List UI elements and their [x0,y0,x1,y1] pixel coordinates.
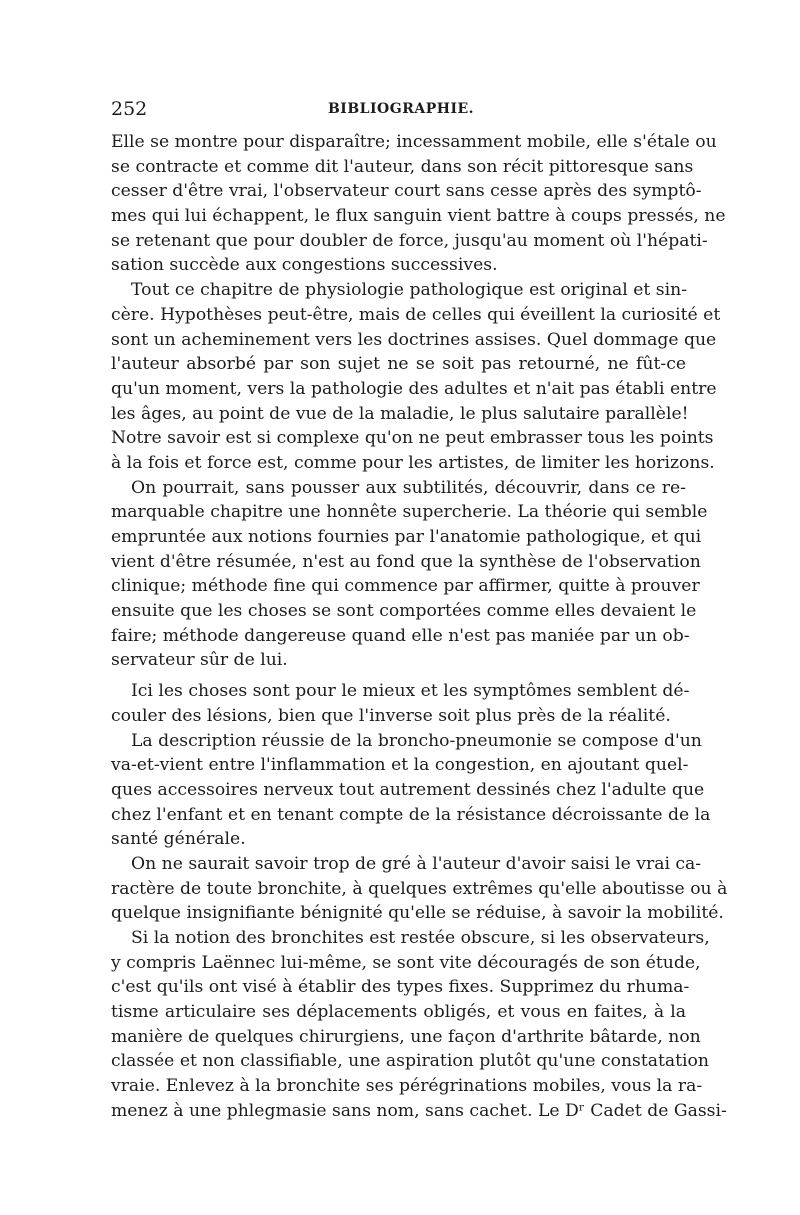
paragraph [111,476,708,674]
body-text [111,130,728,1124]
paragraph [111,926,727,1124]
paragraph [111,679,690,728]
text-line: Elle se montre pour disparaître; incessamment mobile, elle s'étale ou [111,132,717,152]
text-line: c'est qu'ils ont visé à établir des types fixes. Supprimez du rhuma- [111,977,690,998]
text-line: cère. Hypothèses peut-être, mais de celles qui éveillent la curiosité et [111,304,721,325]
text-line: Tout ce chapitre de physiologie pathologique est original et sin- [131,280,687,301]
text-line: ractère de toute bronchite, à quelques extrêmes qu'elle aboutisse ou à [111,878,728,899]
text-line: y compris Laënnec lui-même, se sont vite découragés de son étude, [111,952,701,973]
text-line: Notre savoir est si complexe qu'on ne peut embrasser tous les points [111,428,714,449]
paragraph [111,852,728,926]
page-header [111,98,691,124]
text-line: ensuite que les choses se sont comportées comme elles devaient le [111,601,697,622]
text-line: les âges, au point de vue de la maladie, le plus salutaire parallèle! [111,403,689,424]
text-line: va-et-vient entre l'inflammation et la congestion, en ajoutant quel- [111,755,689,776]
text-line: quelque insignifiante bénignité qu'elle se réduise, à savoir la mobilité. [111,903,724,924]
text-line: vraie. Enlevez à la bronchite ses pérégrinations mobiles, vous la ra- [111,1076,703,1097]
text-line: vient d'être résumée, n'est au fond que la synthèse de l'observation [111,551,701,572]
text-line: menez à une phlegmasie sans nom, sans cachet. Le Dʳ Cadet de Gassi- [111,1100,727,1121]
text-line: qu'un moment, vers la pathologie des adultes et n'ait pas établi entre [111,378,717,399]
text-line: couler des lésions, bien que l'inverse soit plus près de la réalité. [111,705,671,726]
text-line: Si la notion des bronchites est restée obscure, si les observateurs, [131,928,710,948]
text-line: faire; méthode dangereuse quand elle n'est pas maniée par un ob- [111,625,690,646]
paragraph [111,130,726,278]
paragraph [111,278,721,476]
text-line: chez l'enfant et en tenant compte de la résistance décroissante de la [111,804,711,825]
text-line: à la fois et force est, comme pour les artistes, de limiter les horizons. [111,452,715,473]
paragraph [111,729,711,852]
text-line: manière de quelques chirurgiens, une façon d'arthrite bâtarde, non [111,1026,701,1047]
text-line: tisme articulaire ses déplacements obligés, et vous en faites, à la [111,1002,686,1023]
text-line: classée et non classifiable, une aspiration plutôt qu'une constatation [111,1051,709,1072]
text-line: mes qui lui échappent, le flux sanguin vient battre à coups pressés, ne [111,206,726,227]
text-line: La description réussie de la broncho-pneumonie se compose d'un [131,730,702,751]
text-line: se retenant que pour doubler de force, jusqu'au moment où l'hépati- [111,230,708,251]
text-line: sation succède aux congestions successives. [111,255,498,276]
text-line: On pourrait, sans pousser aux subtilités, découvrir, dans ce re- [131,477,686,498]
text-line: l'auteur absorbé par son sujet ne se soit pas retourné, ne fût-ce [111,354,686,375]
text-line: se contracte et comme dit l'auteur, dans son récit pittoresque sans [111,156,694,177]
page-number: 252 [111,98,148,120]
text-line: clinique; méthode fine qui commence par affirmer, quitte à prouver [111,576,700,597]
text-line: cesser d'être vrai, l'observateur court sans cesse après des symptô- [111,181,702,202]
text-line: empruntée aux notions fournies par l'anatomie pathologique, et qui [111,527,702,547]
running-title: BIBLIOGRAPHIE. [327,101,475,117]
text-line: santé générale. [111,829,246,850]
text-line: marquable chapitre une honnête supercherie. La théorie qui semble [111,502,708,523]
text-line: servateur sûr de lui. [111,650,288,671]
text-line: On ne saurait savoir trop de gré à l'auteur d'avoir saisi le vrai ca- [131,853,702,874]
text-line: Ici les choses sont pour le mieux et les symptômes semblent dé- [131,681,690,702]
text-line: sont un acheminement vers les doctrines assises. Quel dommage que [111,329,717,350]
text-line: ques accessoires nerveux tout autrement dessinés chez l'adulte que [111,779,705,800]
